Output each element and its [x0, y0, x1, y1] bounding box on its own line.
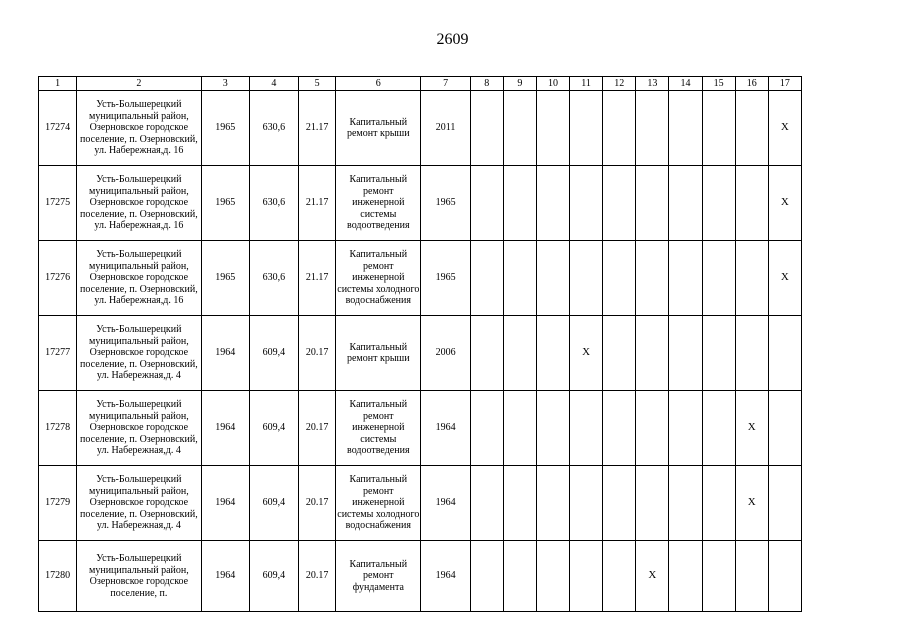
address-cell: Усть-Большерецкий муниципальный район, Озерновское городское поселение, п. Озерновский, ул. Набережная,д. 4: [77, 316, 201, 391]
work-type-cell: Капитальный ремонт фундамента: [336, 541, 421, 612]
empty-cell: [702, 316, 735, 391]
column-header: 14: [669, 77, 702, 91]
area-cell: 609,4: [249, 541, 298, 612]
empty-cell: [768, 316, 801, 391]
area-cell: 609,4: [249, 316, 298, 391]
work-type-cell: Капитальный ремонт инженерной системы холодного водоснабжения: [336, 466, 421, 541]
area-cell: 609,4: [249, 391, 298, 466]
build-year-cell: 1964: [201, 316, 249, 391]
column-header: 10: [536, 77, 569, 91]
empty-cell: [735, 166, 768, 241]
empty-cell: [536, 241, 569, 316]
empty-cell: [536, 391, 569, 466]
table-row: [39, 466, 802, 541]
empty-cell: [503, 466, 536, 541]
empty-cell: [735, 316, 768, 391]
area-cell: 630,6: [249, 166, 298, 241]
table-row: [39, 391, 802, 466]
empty-cell: [570, 241, 603, 316]
empty-cell: [702, 541, 735, 612]
empty-cell: [570, 391, 603, 466]
repair-registry-table: [38, 76, 802, 612]
empty-cell: [570, 466, 603, 541]
column-header: 1: [39, 77, 77, 91]
empty-cell: [669, 466, 702, 541]
empty-cell: [669, 166, 702, 241]
empty-cell: [603, 466, 636, 541]
empty-cell: [636, 91, 669, 166]
mark-cell: Х: [636, 541, 669, 612]
registry-body: [39, 91, 802, 612]
empty-cell: [570, 166, 603, 241]
row-id-cell: 17277: [39, 316, 77, 391]
rate-cell: 21.17: [299, 91, 336, 166]
empty-cell: [536, 466, 569, 541]
empty-cell: [735, 541, 768, 612]
table-row: [39, 241, 802, 316]
empty-cell: [702, 466, 735, 541]
table-row: [39, 541, 802, 612]
build-year-cell: 1964: [201, 541, 249, 612]
empty-cell: [603, 316, 636, 391]
empty-cell: [503, 316, 536, 391]
empty-cell: [636, 466, 669, 541]
row-id-cell: 17280: [39, 541, 77, 612]
column-header: 5: [299, 77, 336, 91]
work-type-cell: Капитальный ремонт инженерной системы холодного водоснабжения: [336, 241, 421, 316]
empty-cell: [470, 391, 503, 466]
empty-cell: [503, 241, 536, 316]
work-year-cell: 2011: [421, 91, 470, 166]
build-year-cell: 1964: [201, 466, 249, 541]
empty-cell: [735, 91, 768, 166]
column-header: 12: [603, 77, 636, 91]
empty-cell: [603, 91, 636, 166]
empty-cell: [669, 316, 702, 391]
row-id-cell: 17279: [39, 466, 77, 541]
empty-cell: [603, 391, 636, 466]
area-cell: 630,6: [249, 241, 298, 316]
empty-cell: [636, 316, 669, 391]
column-header: 7: [421, 77, 470, 91]
table-row: [39, 166, 802, 241]
empty-cell: [768, 391, 801, 466]
row-id-cell: 17275: [39, 166, 77, 241]
column-number-header-row: [39, 77, 802, 91]
empty-cell: [603, 241, 636, 316]
empty-cell: [735, 241, 768, 316]
work-type-cell: Капитальный ремонт крыши: [336, 91, 421, 166]
address-cell: Усть-Большерецкий муниципальный район, Озерновское городское поселение, п. Озерновский, ул. Набережная,д. 16: [77, 166, 201, 241]
empty-cell: [470, 166, 503, 241]
column-header: 6: [336, 77, 421, 91]
work-year-cell: 1964: [421, 466, 470, 541]
page-number: 2609: [436, 31, 469, 48]
work-year-cell: 1965: [421, 166, 470, 241]
column-header: 3: [201, 77, 249, 91]
column-header: 9: [503, 77, 536, 91]
build-year-cell: 1964: [201, 391, 249, 466]
empty-cell: [470, 241, 503, 316]
address-cell: Усть-Большерецкий муниципальный район, Озерновское городское поселение, п. Озерновский, ул. Набережная,д. 4: [77, 466, 201, 541]
empty-cell: [669, 91, 702, 166]
column-header: 15: [702, 77, 735, 91]
column-header: 13: [636, 77, 669, 91]
row-id-cell: 17278: [39, 391, 77, 466]
column-header: 2: [77, 77, 201, 91]
empty-cell: [503, 91, 536, 166]
work-year-cell: 1965: [421, 241, 470, 316]
table-row: [39, 316, 802, 391]
area-cell: 630,6: [249, 91, 298, 166]
column-header: 4: [249, 77, 298, 91]
table-row: [39, 91, 802, 166]
empty-cell: [503, 541, 536, 612]
empty-cell: [503, 391, 536, 466]
address-cell: Усть-Большерецкий муниципальный район, Озерновское городское поселение, п. Озерновский, ул. Набережная,д. 16: [77, 91, 201, 166]
column-header: 17: [768, 77, 801, 91]
mark-cell: Х: [768, 91, 801, 166]
work-year-cell: 2006: [421, 316, 470, 391]
mark-cell: Х: [735, 391, 768, 466]
build-year-cell: 1965: [201, 166, 249, 241]
rate-cell: 21.17: [299, 241, 336, 316]
empty-cell: [470, 91, 503, 166]
empty-cell: [536, 166, 569, 241]
area-cell: 609,4: [249, 466, 298, 541]
work-type-cell: Капитальный ремонт крыши: [336, 316, 421, 391]
work-type-cell: Капитальный ремонт инженерной системы водоотведения: [336, 391, 421, 466]
rate-cell: 20.17: [299, 466, 336, 541]
empty-cell: [636, 241, 669, 316]
mark-cell: Х: [735, 466, 768, 541]
empty-cell: [470, 541, 503, 612]
empty-cell: [768, 466, 801, 541]
rate-cell: 21.17: [299, 166, 336, 241]
build-year-cell: 1965: [201, 241, 249, 316]
mark-cell: Х: [768, 166, 801, 241]
column-header: 8: [470, 77, 503, 91]
empty-cell: [570, 541, 603, 612]
empty-cell: [603, 166, 636, 241]
rate-cell: 20.17: [299, 541, 336, 612]
empty-cell: [636, 166, 669, 241]
empty-cell: [669, 541, 702, 612]
empty-cell: [570, 91, 603, 166]
empty-cell: [603, 541, 636, 612]
empty-cell: [702, 241, 735, 316]
empty-cell: [503, 166, 536, 241]
rate-cell: 20.17: [299, 391, 336, 466]
mark-cell: Х: [570, 316, 603, 391]
empty-cell: [536, 541, 569, 612]
work-year-cell: 1964: [421, 391, 470, 466]
empty-cell: [702, 91, 735, 166]
mark-cell: Х: [768, 241, 801, 316]
row-id-cell: 17276: [39, 241, 77, 316]
column-header: 11: [570, 77, 603, 91]
empty-cell: [669, 391, 702, 466]
address-cell: Усть-Большерецкий муниципальный район, Озерновское городское поселение, п.: [77, 541, 201, 612]
address-cell: Усть-Большерецкий муниципальный район, Озерновское городское поселение, п. Озерновский, ул. Набережная,д. 4: [77, 391, 201, 466]
build-year-cell: 1965: [201, 91, 249, 166]
empty-cell: [636, 391, 669, 466]
empty-cell: [536, 316, 569, 391]
empty-cell: [470, 316, 503, 391]
work-type-cell: Капитальный ремонт инженерной системы водоотведения: [336, 166, 421, 241]
row-id-cell: 17274: [39, 91, 77, 166]
empty-cell: [702, 391, 735, 466]
column-header: 16: [735, 77, 768, 91]
rate-cell: 20.17: [299, 316, 336, 391]
empty-cell: [536, 91, 569, 166]
empty-cell: [702, 166, 735, 241]
work-year-cell: 1964: [421, 541, 470, 612]
address-cell: Усть-Большерецкий муниципальный район, Озерновское городское поселение, п. Озерновский, ул. Набережная,д. 16: [77, 241, 201, 316]
empty-cell: [470, 466, 503, 541]
empty-cell: [768, 541, 801, 612]
empty-cell: [669, 241, 702, 316]
